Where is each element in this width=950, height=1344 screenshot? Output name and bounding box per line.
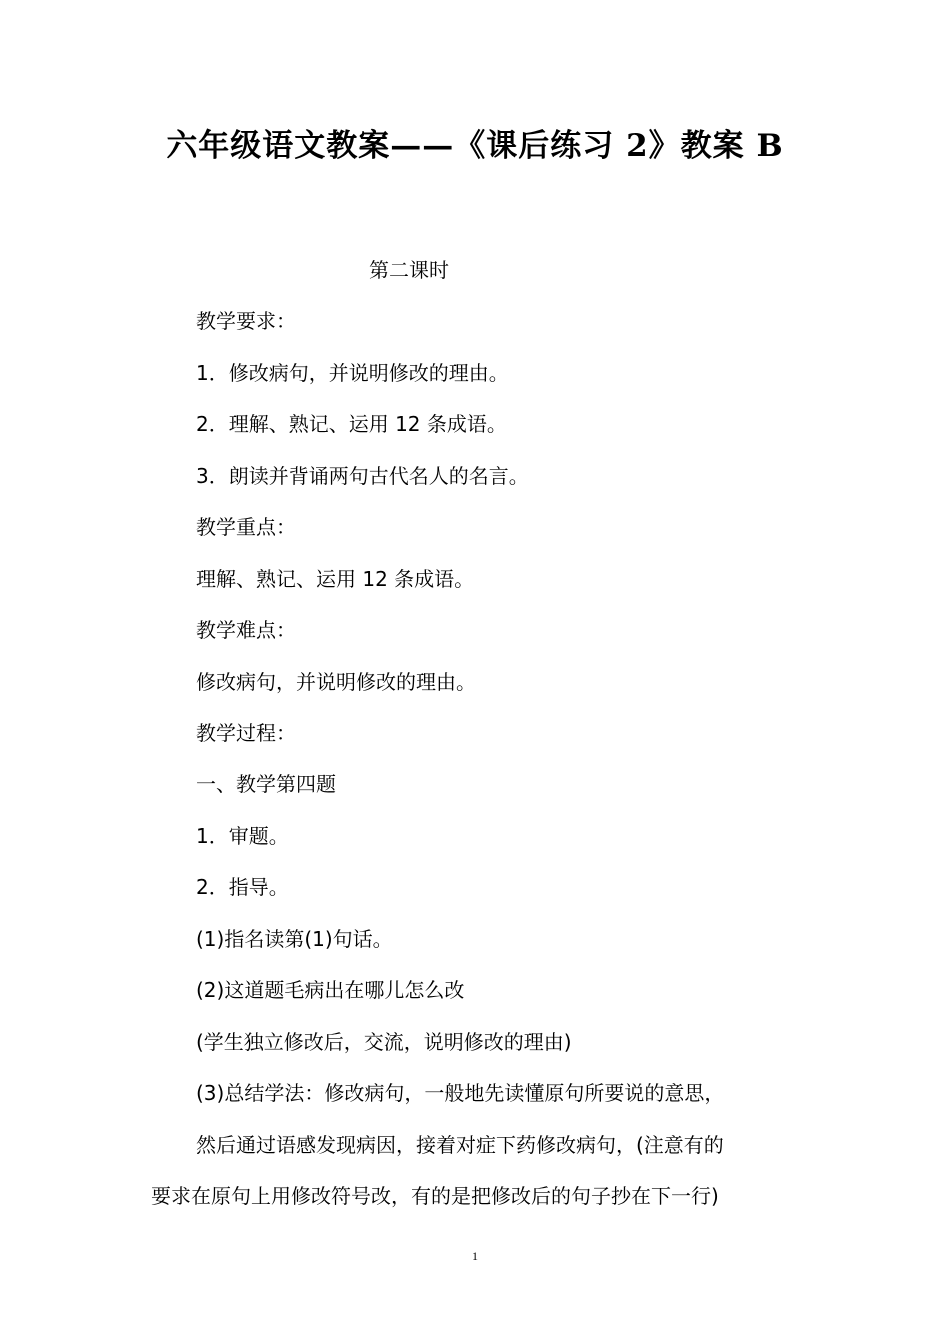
paragraph-line: (3)总结学法：修改病句，一般地先读懂原句所要说的意思， (196, 1081, 725, 1105)
paragraph-line: 2．指导。 (196, 875, 289, 899)
paragraph-line: 理解、熟记、运用 12 条成语。 (196, 567, 475, 591)
paragraph-line: 一、教学第四题 (196, 772, 336, 796)
paragraph-line: 教学难点： (196, 618, 296, 642)
section-subtitle: 第二课时 (369, 258, 449, 282)
paragraph-line: 教学要求： (196, 309, 296, 333)
paragraph-line: (2)这道题毛病出在哪儿怎么改 (196, 978, 465, 1002)
paragraph-line: 修改病句，并说明修改的理由。 (196, 670, 476, 694)
paragraph-line: (学生独立修改后，交流，说明修改的理由) (196, 1030, 572, 1054)
paragraph-line: 3．朗读并背诵两句古代名人的名言。 (196, 464, 529, 488)
paragraph-line: 教学重点： (196, 515, 296, 539)
paragraph-line: 要求在原句上用修改符号改，有的是把修改后的句子抄在下一行) (151, 1184, 719, 1208)
paragraph-line: 1．修改病句，并说明修改的理由。 (196, 361, 509, 385)
paragraph-line: (1)指名读第(1)句话。 (196, 927, 393, 951)
paragraph-line: 1．审题。 (196, 824, 289, 848)
page-number: 1 (472, 1249, 478, 1263)
paragraph-line: 然后通过语感发现病因，接着对症下药修改病句，(注意有的 (196, 1133, 724, 1157)
document-title: 六年级语文教案——《课后练习 2》教案 B (166, 128, 784, 164)
paragraph-line: 教学过程： (196, 721, 296, 745)
paragraph-line: 2．理解、熟记、运用 12 条成语。 (196, 412, 507, 436)
